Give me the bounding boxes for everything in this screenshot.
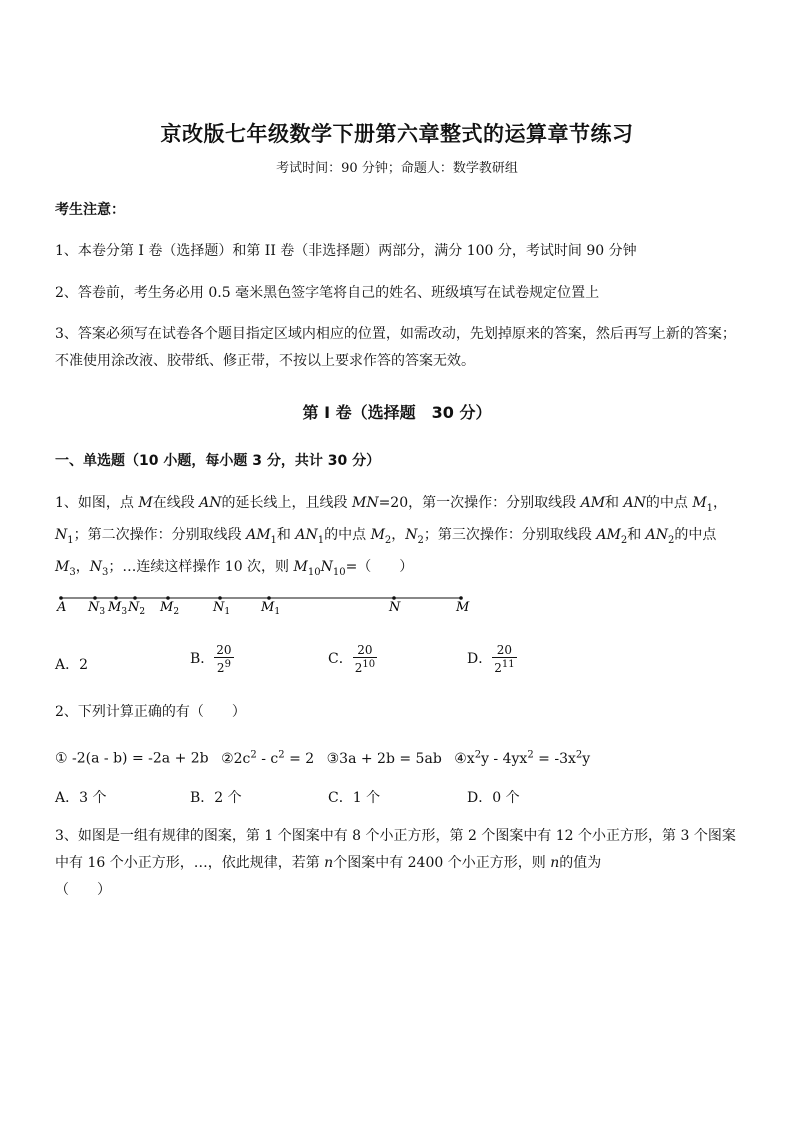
label-A: A: [57, 600, 67, 615]
q1-option-d[interactable]: D． $\frac{20}{2^{11}}$: [467, 643, 515, 675]
pt-N2: [127, 596, 145, 617]
label-N3: $N_3$: [88, 600, 106, 617]
part-title: 一、单选题（10 小题，每小题 3 分，共计 30 分）: [55, 453, 381, 469]
pt-M1: [260, 596, 280, 617]
statement-1: ① -2(a - b) = -2a + 2b: [55, 750, 209, 767]
statement-4: $④x^2y - 4yx^2 = -3x^2y$: [454, 749, 591, 767]
statement-2: $②2c^2 - c^2 = 2$: [221, 749, 315, 767]
pt-N3: [87, 596, 105, 617]
section-title: 第 I 卷（选择题 30 分）: [302, 403, 492, 422]
label-N1: $N_1$: [213, 600, 231, 617]
notice-item-2: 2、答卷前，考生务必用 0.5 毫米黑色签字笔将自己的姓名、班级填写在试卷规定位置上: [55, 285, 600, 301]
label-N2: $N_2$: [128, 600, 146, 617]
pt-M3: [107, 596, 127, 617]
notice-item-1: 1、本卷分第 I 卷（选择题）和第 II 卷（非选择题）两部分，满分 100 分，考试时间 90 分钟: [55, 243, 637, 259]
exam-info: 考试时间：90 分钟；命题人：数学教研组: [276, 161, 518, 176]
pt-A: [56, 596, 66, 615]
statement-3: ③3a + 2b = 5ab: [326, 750, 442, 767]
question-2-statements: [55, 745, 590, 769]
pt-M2: [159, 596, 179, 617]
question-3-stem: 3、如图是一组有规律的图案，第 1 个图案中有 8 个小正方形，第 2 个图案中有 12 个小正方形，第 3 个图案中有 16 个小正方形，…，依此规律，若第 n个图案中有 2400 个小正方形，则 n的值为 （ ）: [55, 828, 736, 898]
pt-N: [388, 596, 401, 615]
label-M2: $M_2$: [160, 600, 180, 617]
q1-option-b[interactable]: B． $\frac{20}{2^9}$: [190, 643, 232, 675]
notice-heading: 考生注意：: [55, 202, 125, 218]
segment-figure: [50, 588, 480, 620]
label-M3: $M_3$: [108, 600, 128, 617]
q1-option-c[interactable]: C． $\frac{20}{2^{10}}$: [328, 643, 376, 675]
pt-N1: [212, 596, 230, 617]
pt-M: [455, 596, 470, 615]
question-1-stem: 1、如图，点 M在线段 AN的延长线上，且线段 MN=20，第一次操作：分别取线段 AM和 AN的中点 $M_1$，$N_1$；第二次操作：分别取线段 $AM_1$和 $AN_1$的中点 $M_2$，$N_2$；第三次操作：分别取线段 $AM_2$和 $AN_2$的中点 $M_3$，$N_3$；…连续这样操作 10 次，则 $M_{10}N_{10}=$（ ）: [55, 495, 728, 578]
label-M: M: [456, 600, 470, 615]
page-title: 京改版七年级数学下册第六章整式的运算章节练习: [160, 122, 634, 146]
q2-option-a[interactable]: A．3 个: [55, 790, 107, 806]
question-2-stem: 2、下列计算正确的有（ ）: [55, 704, 246, 720]
q2-option-b[interactable]: B．2 个: [190, 790, 242, 806]
notice-item-3: 3、答案必须写在试卷各个题目指定区域内相应的位置，如需改动，先划掉原来的答案，然后再写上新的答案；不准使用涂改液、胶带纸、修正带，不按以上要求作答的答案无效。: [55, 326, 736, 369]
q1-option-a[interactable]: A．2: [55, 657, 89, 673]
label-M1: $M_1$: [261, 600, 281, 617]
q2-option-c[interactable]: C．1 个: [328, 790, 381, 806]
q2-option-d[interactable]: D．0 个: [467, 790, 520, 806]
label-N: N: [389, 600, 401, 615]
